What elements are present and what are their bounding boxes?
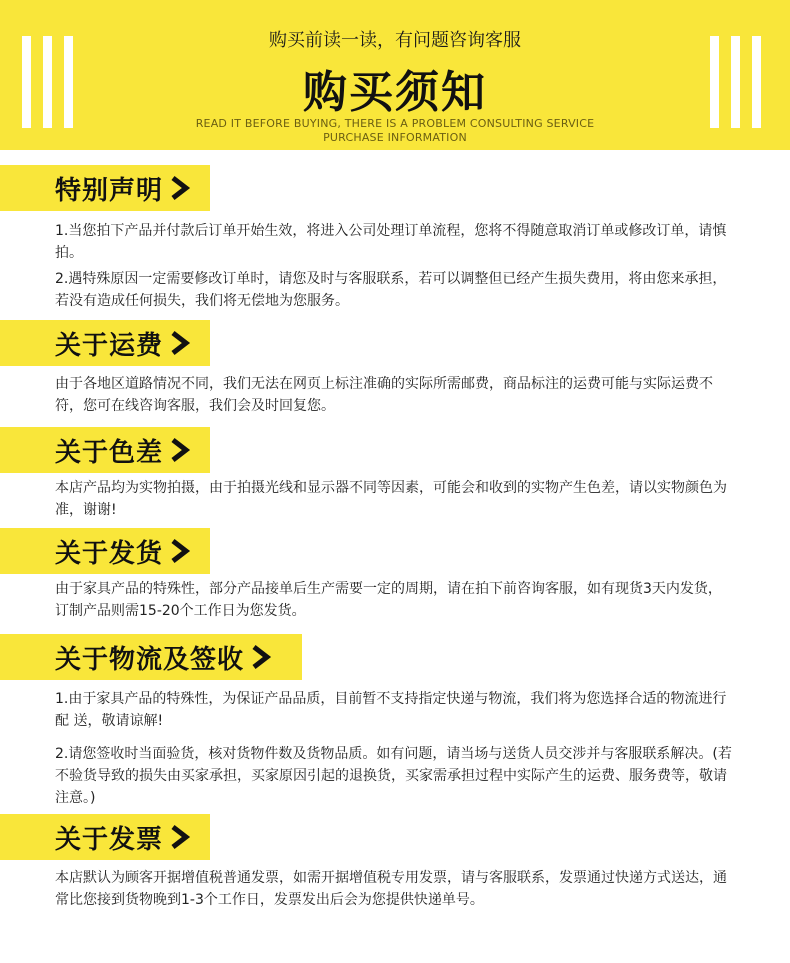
- chevron-right-icon: [169, 330, 191, 356]
- section-heading-label: 关于色差: [55, 437, 164, 468]
- paragraph: 2.遇特殊原因一定需要修改订单时，请您及时与客服联系，若可以调整但已经产生损失费用，将由您来承担，若没有造成任何损失，我们将无偿地为您服务。: [55, 271, 727, 309]
- section-heading-color-difference: [0, 427, 210, 473]
- paragraph: 1.当您拍下产品并付款后订单开始生效，将进入公司处理订单流程，您将不得随意取消订单或修改订单，请慎拍。: [55, 223, 727, 261]
- section-heading-label: 特别声明: [55, 175, 164, 206]
- chevron-right-icon: [169, 538, 191, 564]
- paragraph: 2.请您签收时当面验货，核对货物件数及货物品质。如有问题，请当场与送货人员交涉并与客服联系解决。(若不验货导致的损失由买家承担，买家原因引起的退换货，买家需承担过程中实际产生的运费、服务费等，敬请注意。): [55, 746, 732, 806]
- section-heading-label: 关于发货: [55, 538, 164, 569]
- page-title: 购买须知: [303, 67, 487, 118]
- chevron-right-icon: [169, 175, 191, 201]
- chevron-right-icon: [250, 644, 272, 670]
- header-english-line-1: READ IT BEFORE BUYING, THERE IS A PROBLEM CONSULTING SERVICE: [195, 117, 595, 130]
- chevron-right-icon: [169, 437, 191, 463]
- section-heading-label: 关于运费: [55, 330, 164, 361]
- header-english-line-2: PURCHASE INFORMATION: [323, 131, 467, 144]
- section-heading-invoice: [0, 814, 210, 860]
- paragraph: 由于家具产品的特殊性，部分产品接单后生产需要一定的周期，请在拍下前咨询客服，如有现货3天内发货，订制产品则需15-20个工作日为您发货。: [55, 581, 722, 619]
- section-heading-shipping-fee: [0, 320, 210, 366]
- header-subtitle: 购买前读一读，有问题咨询客服: [269, 30, 521, 51]
- section-heading-label: 关于物流及签收: [55, 644, 245, 675]
- section-heading-delivery: [0, 528, 210, 574]
- section-heading-label: 关于发票: [55, 824, 164, 855]
- header-banner: [0, 0, 790, 150]
- paragraph: 本店默认为顾客开据增值税普通发票，如需开据增值税专用发票，请与客服联系，发票通过快递方式送达，通常比您接到货物晚到1-3个工作日，发票发出后会为您提供快递单号。: [55, 870, 727, 908]
- paragraph: 本店产品均为实物拍摄，由于拍摄光线和显示器不同等因素，可能会和收到的实物产生色差，请以实物颜色为准，谢谢!: [55, 480, 727, 518]
- paragraph: 1.由于家具产品的特殊性，为保证产品品质，目前暂不支持指定快递与物流，我们将为您选择合适的物流进行配 送，敬请谅解!: [55, 691, 727, 729]
- chevron-right-icon: [169, 824, 191, 850]
- section-heading-special-statement: [0, 165, 210, 211]
- paragraph: 由于各地区道路情况不同，我们无法在网页上标注准确的实际所需邮费，商品标注的运费可能与实际运费不符，您可在线咨询客服，我们会及时回复您。: [55, 376, 713, 414]
- section-heading-logistics-receipt: [0, 634, 302, 680]
